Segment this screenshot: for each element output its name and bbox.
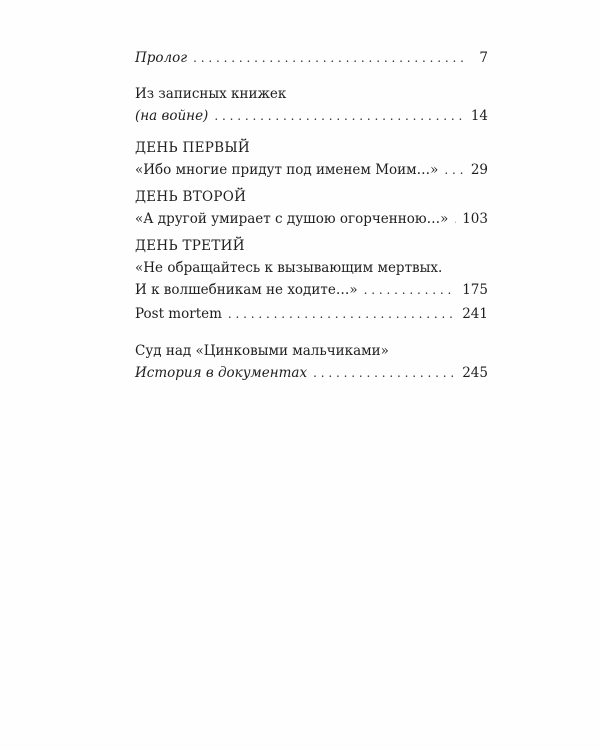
dot-leader bbox=[214, 105, 464, 127]
entry-title: Суд над «Цинковыми мальчиками» bbox=[135, 343, 389, 359]
entry-title: Из записных книжек bbox=[135, 86, 287, 102]
section-heading: ДЕНЬ ВТОРОЙ bbox=[135, 189, 247, 205]
toc-entry-trial[interactable] bbox=[135, 340, 488, 384]
page-number: 245 bbox=[462, 365, 488, 381]
dot-leader bbox=[193, 47, 464, 69]
toc-line bbox=[135, 362, 488, 384]
entry-title: «А другой умирает с душою огорченною…» bbox=[135, 211, 449, 227]
toc-line bbox=[135, 105, 488, 127]
dot-leader bbox=[454, 208, 456, 230]
entry-title: «Ибо многие придут под именем Моим…» bbox=[135, 162, 439, 178]
page-number: 7 bbox=[479, 50, 488, 66]
page-number: 175 bbox=[462, 282, 488, 298]
toc-line bbox=[135, 303, 488, 325]
dot-leader bbox=[313, 362, 456, 384]
toc-line bbox=[135, 208, 488, 230]
entry-title-line-2: И к волшебникам не ходите…» bbox=[135, 282, 358, 298]
entry-title: Post mortem bbox=[135, 306, 222, 322]
toc-line bbox=[135, 279, 488, 301]
toc-entry-day-one[interactable] bbox=[135, 137, 488, 181]
dot-leader bbox=[364, 279, 457, 301]
page-number: 103 bbox=[462, 211, 488, 227]
toc-entry-notes[interactable] bbox=[135, 83, 488, 127]
toc-line bbox=[135, 159, 488, 181]
dot-leader bbox=[444, 159, 464, 181]
toc-entry-post-mortem[interactable] bbox=[135, 303, 488, 325]
section-heading: ДЕНЬ ТРЕТИЙ bbox=[135, 238, 245, 254]
entry-subtitle: История в документах bbox=[135, 365, 308, 381]
dot-leader bbox=[228, 303, 456, 325]
toc-entry-day-three[interactable] bbox=[135, 235, 488, 301]
page-number: 29 bbox=[470, 162, 488, 178]
page-number: 14 bbox=[470, 108, 488, 124]
entry-title-line-1: «Не обращайтесь к вызывающим мертвых. bbox=[135, 260, 443, 276]
page-number: 241 bbox=[462, 306, 488, 322]
entry-title: Пролог bbox=[135, 50, 188, 66]
toc-line bbox=[135, 47, 488, 69]
entry-subtitle: (на войне) bbox=[135, 108, 209, 124]
section-heading: ДЕНЬ ПЕРВЫЙ bbox=[135, 140, 250, 156]
toc-entry-day-two[interactable] bbox=[135, 186, 488, 230]
toc-entry-prologue[interactable] bbox=[135, 47, 488, 69]
